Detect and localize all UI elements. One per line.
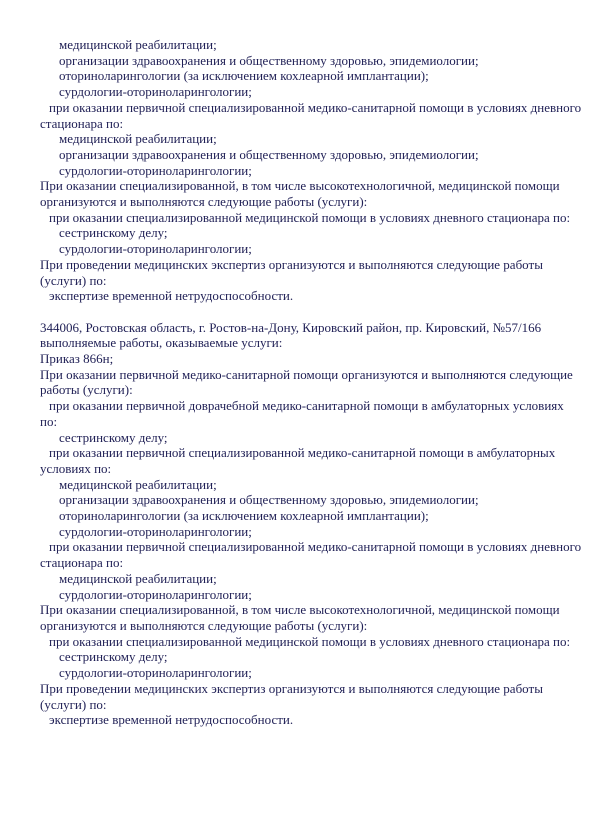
document-line: Приказ 866н; [40, 351, 114, 367]
document-line: организации здравоохранения и общественному здоровью, эпидемиологии; [59, 146, 479, 162]
blank-line [40, 304, 597, 320]
document-line: экспертизе временной нетрудоспособности. [49, 288, 294, 304]
document-line: организуются и выполняются следующие работы (услуги): [40, 618, 368, 633]
document-line: при оказании первичной специализированной медико-санитарной помощи в условиях дневного [49, 99, 582, 115]
document-line: 344006, Ростовская область, г. Ростов-на-Дону, Кировский район, пр. Кировский, №57/166 [40, 319, 542, 335]
document-line: медицинской реабилитации; [59, 131, 217, 147]
document-line: При оказании специализированной, в том числе высокотехнологичной, медицинской помощи [40, 602, 560, 618]
document-line: При проведении медицинских экспертиз организуются и выполняются следующие работы [40, 256, 543, 272]
document-line: сестринскому делу; [59, 649, 168, 665]
document-line: медицинской реабилитации; [59, 37, 217, 52]
document-line: При проведении медицинских экспертиз организуются и выполняются следующие работы [40, 680, 543, 696]
document-line: при оказании первичной специализированной медико-санитарной помощи в амбулаторных [49, 445, 556, 461]
document-line: организации здравоохранения и общественному здоровью, эпидемиологии; [59, 492, 479, 508]
document-line: сурдологии-оториноларингологии; [59, 665, 252, 681]
document-line: (услуги) по: [40, 696, 107, 712]
document-line: условиях по: [40, 460, 112, 476]
document-line: экспертизе временной нетрудоспособности. [49, 712, 294, 728]
document-line: сестринскому делу; [59, 429, 168, 445]
document-line: сестринскому делу; [59, 225, 168, 241]
document-line: при оказании специализированной медицинской помощи в условиях дневного стационара по: [49, 209, 571, 225]
document-line: работы (услуги): [40, 382, 133, 398]
document-line: оториноларингологии (за исключением кохлеарной имплантации); [59, 68, 429, 84]
document-line: стационара по: [40, 115, 124, 131]
document-line: оториноларингологии (за исключением кохлеарной имплантации); [59, 508, 429, 524]
document-line: организуются и выполняются следующие работы (услуги): [40, 194, 368, 210]
document-line: При оказании специализированной, в том числе высокотехнологичной, медицинской помощи [40, 178, 560, 194]
document-line: по: [40, 413, 58, 429]
document-line: стационара по: [40, 555, 124, 571]
document-line: сурдологии-оториноларингологии; [59, 84, 252, 100]
document-line: (услуги) по: [40, 272, 107, 288]
document-line: организации здравоохранения и общественному здоровью, эпидемиологии; [59, 52, 479, 68]
document-line: сурдологии-оториноларингологии; [59, 162, 252, 178]
document-line: при оказании специализированной медицинской помощи в условиях дневного стационара по: [49, 633, 571, 649]
document-line: выполняемые работы, оказываемые услуги: [40, 335, 283, 351]
document-line: медицинской реабилитации; [59, 570, 217, 586]
document-line: медицинской реабилитации; [59, 476, 217, 492]
document-line: сурдологии-оториноларингологии; [59, 586, 252, 602]
document-line: При оказании первичной медико-санитарной помощи организуются и выполняются следующие [40, 366, 573, 382]
document-line: сурдологии-оториноларингологии; [59, 241, 252, 257]
document-line: при оказании первичной доврачебной медико-санитарной помощи в амбулаторных условиях [49, 398, 564, 414]
document-line: при оказании первичной специализированной медико-санитарной помощи в условиях дневного [49, 539, 582, 555]
document-line: сурдологии-оториноларингологии; [59, 523, 252, 539]
